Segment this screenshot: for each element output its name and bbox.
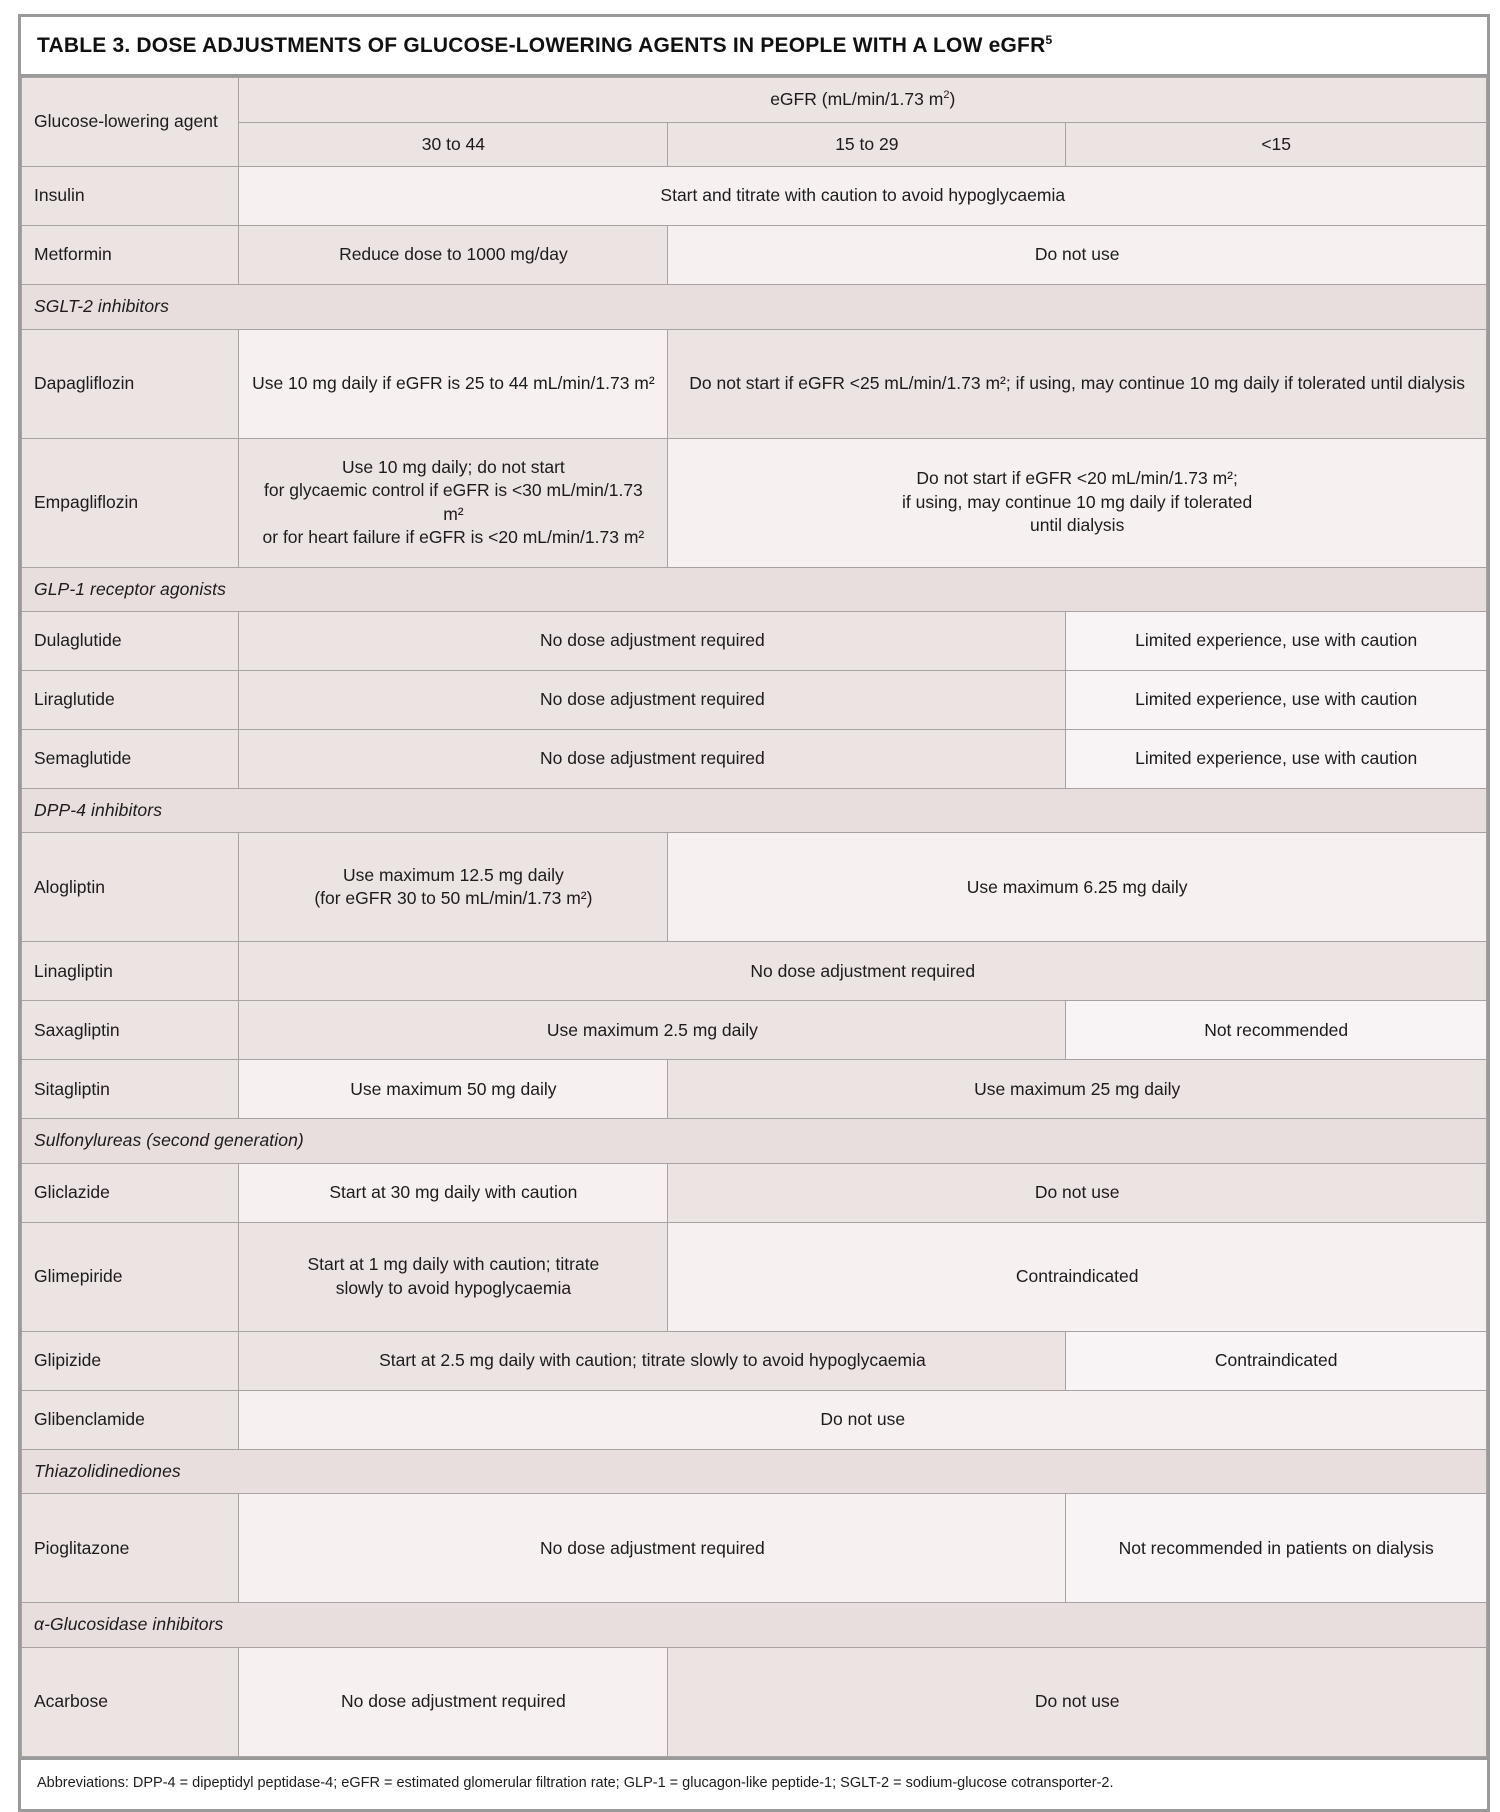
- title-main: TABLE 3. DOSE ADJUSTMENTS OF GLUCOSE-LOWERING AGENTS IN PEOPLE WITH A LOW eGFR: [37, 34, 1046, 57]
- table-frame: [18, 14, 1490, 1812]
- agent-name-cell: Linagliptin: [22, 942, 239, 1001]
- drug-class-row: [22, 567, 1487, 611]
- dose-cell: Do not use: [668, 226, 1487, 285]
- table-row: [22, 1001, 1487, 1060]
- table-row: [22, 1163, 1487, 1222]
- header-row-group: [22, 78, 1487, 122]
- agent-name-cell: Dapagliflozin: [22, 329, 239, 438]
- title-superscript: 5: [1045, 33, 1053, 47]
- table-row: [22, 833, 1487, 942]
- dose-cell: Limited experience, use with caution: [1066, 670, 1487, 729]
- drug-class-row: [22, 1449, 1487, 1493]
- table-row: [22, 329, 1487, 438]
- table-row: [22, 1060, 1487, 1119]
- dose-cell: No dose adjustment required: [239, 611, 1066, 670]
- dose-cell: No dose adjustment required: [239, 942, 1487, 1001]
- dose-cell: No dose adjustment required: [239, 670, 1066, 729]
- agent-name-cell: Acarbose: [22, 1647, 239, 1756]
- header-egfr-group: [239, 78, 1487, 122]
- table-header: [22, 78, 1487, 167]
- dose-cell: Use 10 mg daily if eGFR is 25 to 44 mL/min/1.73 m²: [239, 329, 668, 438]
- drug-class-label: α-Glucosidase inhibitors: [22, 1603, 1487, 1647]
- dose-cell: Start at 1 mg daily with caution; titrate slowly to avoid hypoglycaemia: [239, 1222, 668, 1331]
- agent-name-cell: Sitagliptin: [22, 1060, 239, 1119]
- dose-cell: Do not use: [668, 1163, 1487, 1222]
- dose-cell: Start at 30 mg daily with caution: [239, 1163, 668, 1222]
- drug-class-label: DPP-4 inhibitors: [22, 788, 1487, 832]
- header-range-30-44: 30 to 44: [239, 122, 668, 166]
- drug-class-label: SGLT-2 inhibitors: [22, 285, 1487, 329]
- agent-name-cell: Saxagliptin: [22, 1001, 239, 1060]
- dose-cell: No dose adjustment required: [239, 1494, 1066, 1603]
- dose-cell: Start and titrate with caution to avoid hypoglycaemia: [239, 167, 1487, 226]
- dose-cell: Start at 2.5 mg daily with caution; titrate slowly to avoid hypoglycaemia: [239, 1331, 1066, 1390]
- table-row: [22, 729, 1487, 788]
- dose-cell: Not recommended in patients on dialysis: [1066, 1494, 1487, 1603]
- dose-cell: Use maximum 50 mg daily: [239, 1060, 668, 1119]
- table-row: [22, 1647, 1487, 1756]
- dose-cell: Contraindicated: [668, 1222, 1487, 1331]
- header-egfr-sup: 2: [943, 89, 950, 102]
- header-egfr-close: ): [949, 89, 956, 110]
- header-egfr-text: eGFR (mL/min/1.73 m: [770, 89, 944, 110]
- dose-cell: No dose adjustment required: [239, 729, 1066, 788]
- dose-cell: Reduce dose to 1000 mg/day: [239, 226, 668, 285]
- dose-cell: Use maximum 12.5 mg daily (for eGFR 30 to 50 mL/min/1.73 m²): [239, 833, 668, 942]
- agent-name-cell: Alogliptin: [22, 833, 239, 942]
- table-row: [22, 942, 1487, 1001]
- header-agent-column: Glucose-lowering agent: [22, 78, 239, 167]
- agent-name-cell: Glibenclamide: [22, 1390, 239, 1449]
- table-row: [22, 611, 1487, 670]
- table-body: [22, 167, 1487, 1757]
- agent-name-cell: Semaglutide: [22, 729, 239, 788]
- header-range-under-15: <15: [1066, 122, 1487, 166]
- agent-name-cell: Pioglitazone: [22, 1494, 239, 1603]
- dose-cell: Do not use: [668, 1647, 1487, 1756]
- agent-name-cell: Dulaglutide: [22, 611, 239, 670]
- agent-name-cell: Glimepiride: [22, 1222, 239, 1331]
- agent-name-cell: Glipizide: [22, 1331, 239, 1390]
- dose-cell: Limited experience, use with caution: [1066, 611, 1487, 670]
- agent-name-cell: Liraglutide: [22, 670, 239, 729]
- dose-cell: No dose adjustment required: [239, 1647, 668, 1756]
- dose-cell: Use maximum 6.25 mg daily: [668, 833, 1487, 942]
- dose-cell: Do not use: [239, 1390, 1487, 1449]
- dose-cell: Not recommended: [1066, 1001, 1487, 1060]
- agent-name-cell: Empagliflozin: [22, 438, 239, 567]
- table-row: [22, 1222, 1487, 1331]
- dose-cell: Contraindicated: [1066, 1331, 1487, 1390]
- table-row: [22, 1331, 1487, 1390]
- header-range-15-29: 15 to 29: [668, 122, 1066, 166]
- page-title: [37, 33, 1471, 58]
- dose-cell: Do not start if eGFR <25 mL/min/1.73 m²; if using, may continue 10 mg daily if tolerated until dialysis: [668, 329, 1487, 438]
- drug-class-row: [22, 285, 1487, 329]
- table-row: [22, 1494, 1487, 1603]
- drug-class-label: GLP-1 receptor agonists: [22, 567, 1487, 611]
- dose-cell: Use maximum 2.5 mg daily: [239, 1001, 1066, 1060]
- drug-class-row: [22, 1119, 1487, 1163]
- table-row: [22, 167, 1487, 226]
- table-footnote: Abbreviations: DPP-4 = dipeptidyl peptidase-4; eGFR = estimated glomerular filtration rate; GLP-1 = glucagon-like peptide-1; SGLT-2 = sodium-glucose cotransporter-2.: [21, 1757, 1487, 1809]
- agent-name-cell: Metformin: [22, 226, 239, 285]
- dose-adjustment-table: [21, 77, 1487, 1757]
- drug-class-label: Sulfonylureas (second generation): [22, 1119, 1487, 1163]
- dose-cell: Do not start if eGFR <20 mL/min/1.73 m²; if using, may continue 10 mg daily if tolerated until dialysis: [668, 438, 1487, 567]
- table-row: [22, 438, 1487, 567]
- agent-name-cell: Gliclazide: [22, 1163, 239, 1222]
- agent-name-cell: Insulin: [22, 167, 239, 226]
- dose-cell: Use maximum 25 mg daily: [668, 1060, 1487, 1119]
- table-row: [22, 1390, 1487, 1449]
- drug-class-row: [22, 1603, 1487, 1647]
- table-page: [0, 14, 1500, 1791]
- table-row: [22, 226, 1487, 285]
- drug-class-row: [22, 788, 1487, 832]
- table-row: [22, 670, 1487, 729]
- dose-cell: Use 10 mg daily; do not start for glycaemic control if eGFR is <30 mL/min/1.73 m² or for heart failure if eGFR is <20 mL/min/1.73 m²: [239, 438, 668, 567]
- table-title-bar: [21, 17, 1487, 77]
- dose-cell: Limited experience, use with caution: [1066, 729, 1487, 788]
- header-row-ranges: [22, 122, 1487, 166]
- drug-class-label: Thiazolidinediones: [22, 1449, 1487, 1493]
